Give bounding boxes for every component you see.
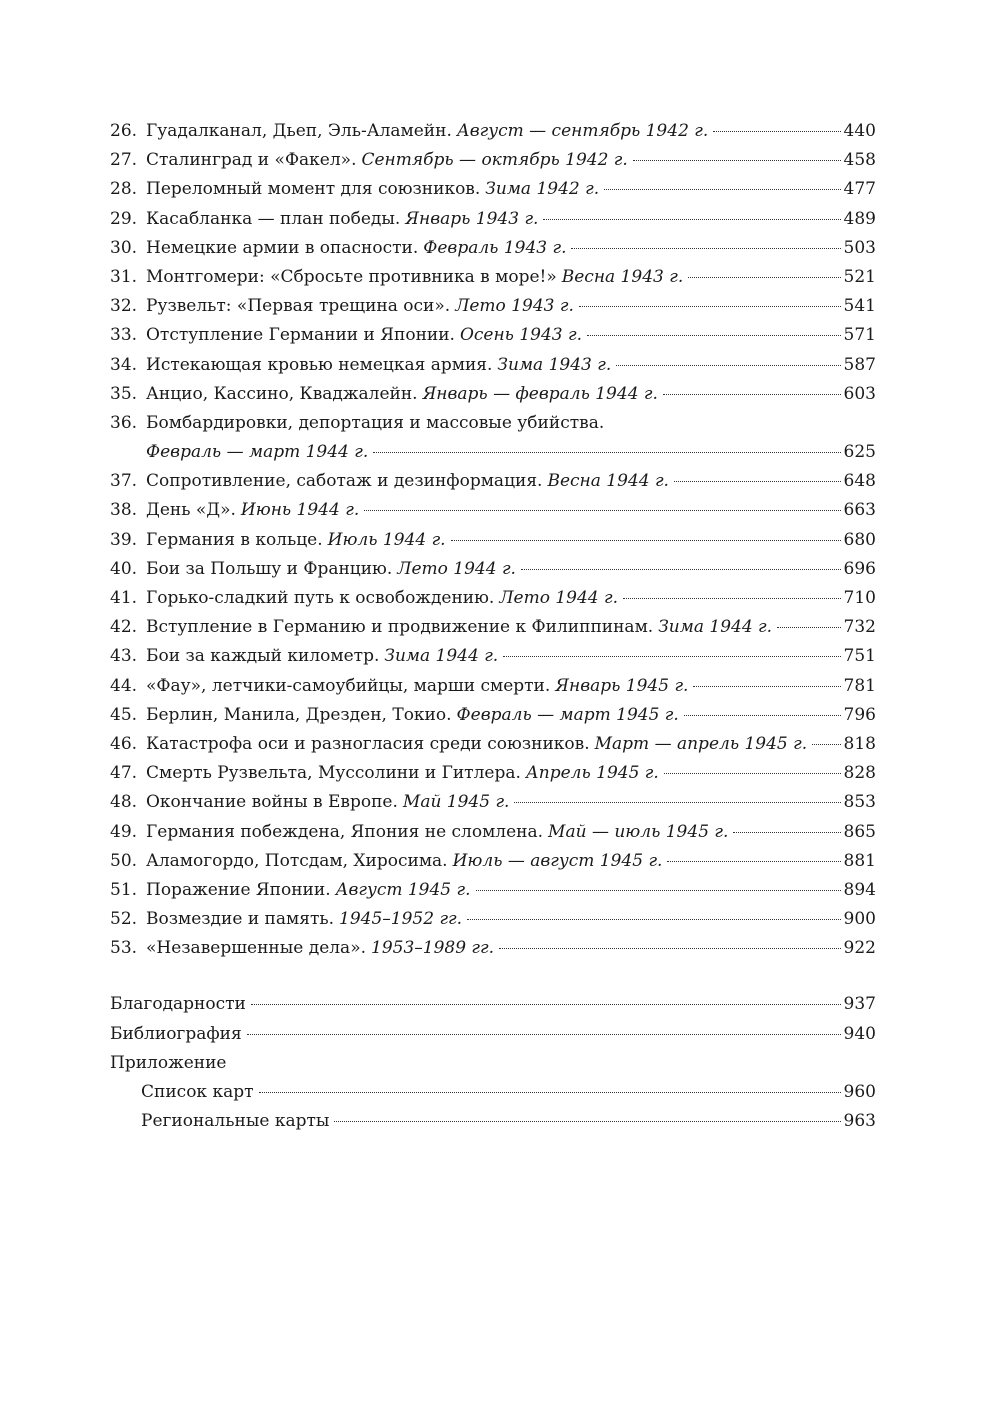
chapter-number: 46.	[110, 733, 138, 754]
chapter-number: 48.	[110, 792, 138, 813]
chapter-date: Зима 1944 г.	[658, 617, 773, 638]
dot-leader	[373, 451, 840, 453]
chapter-number: 32.	[110, 296, 138, 317]
dot-leader	[667, 860, 840, 862]
toc-entry[interactable]	[110, 117, 876, 146]
chapter-date: Зима 1943 г.	[497, 354, 612, 375]
dot-leader	[247, 1033, 841, 1035]
page-number: 828	[843, 763, 876, 784]
toc-entry[interactable]	[110, 321, 876, 350]
chapter-title: Катастрофа оси и разногласия среди союзников. Март — апрель 1945 г.	[146, 733, 808, 754]
toc-entry[interactable]	[110, 642, 876, 671]
chapter-date: Лето 1943 г.	[455, 296, 574, 317]
chapter-date: 1953–1989 гг.	[371, 938, 495, 959]
chapter-date: Весна 1943 г.	[561, 266, 684, 287]
chapter-number: 50.	[110, 850, 138, 871]
dot-leader	[663, 393, 841, 395]
toc-entry[interactable]	[110, 730, 876, 759]
page-number: 818	[843, 733, 876, 754]
page-number: 603	[843, 383, 876, 404]
toc-entry[interactable]	[110, 234, 876, 263]
toc-entry[interactable]	[110, 292, 876, 321]
dot-leader	[633, 159, 841, 161]
chapter-title: День «Д». Июнь 1944 г.	[146, 500, 360, 521]
page-number: 680	[843, 529, 876, 550]
dot-leader	[499, 947, 841, 949]
page-number: 796	[843, 704, 876, 725]
toc-entry[interactable]	[110, 263, 876, 292]
chapter-number: 47.	[110, 763, 138, 784]
chapter-title: Отступление Германии и Японии. Осень 1943 г.	[146, 325, 583, 346]
chapter-date: Лето 1944 г.	[397, 558, 516, 579]
toc-entry[interactable]	[110, 555, 876, 584]
page-number: 922	[843, 938, 876, 959]
table-of-contents	[110, 117, 876, 1136]
chapter-title: Истекающая кровью немецкая армия. Зима 1943 г.	[146, 354, 612, 375]
chapter-number: 39.	[110, 529, 138, 550]
chapter-date: Июль — август 1945 г.	[452, 850, 663, 871]
page-number: 571	[843, 325, 876, 346]
chapter-number: 45.	[110, 704, 138, 725]
chapter-title: Анцио, Кассино, Кваджалейн. Январь — февраль 1944 г.	[146, 383, 658, 404]
page-number: 853	[843, 792, 876, 813]
chapter-date: Август — сентябрь 1942 г.	[456, 121, 709, 141]
page-number: 663	[843, 500, 876, 521]
dot-leader	[812, 743, 840, 745]
page-number: 503	[843, 237, 876, 258]
dot-leader	[693, 685, 840, 687]
chapter-number: 41.	[110, 588, 138, 608]
chapter-title: «Незавершенные дела». 1953–1989 гг.	[146, 938, 495, 959]
page-number: 960	[843, 1082, 876, 1102]
dot-leader	[259, 1091, 841, 1093]
page-number: 587	[843, 354, 876, 375]
dot-leader	[543, 218, 840, 220]
chapter-number: 40.	[110, 558, 138, 579]
page-number: 696	[843, 558, 876, 579]
page-number: 963	[843, 1111, 876, 1132]
chapter-date: Март — апрель 1945 г.	[594, 733, 808, 754]
chapter-title: Бои за каждый километр. Зима 1944 г.	[146, 646, 499, 667]
dot-leader	[503, 655, 840, 657]
toc-entry[interactable]	[110, 175, 876, 204]
toc-entry[interactable]	[110, 701, 876, 730]
entry-title: Благодарности	[110, 994, 246, 1015]
chapter-title: Немецкие армии в опасности. Февраль 1943 г.	[146, 237, 567, 258]
dot-leader	[521, 568, 841, 570]
chapter-number: 30.	[110, 237, 138, 258]
chapter-title: Окончание войны в Европе. Май 1945 г.	[146, 792, 510, 813]
toc-entry[interactable]	[110, 876, 876, 905]
chapter-date: Осень 1943 г.	[459, 325, 583, 346]
chapter-date: Сентябрь — октябрь 1942 г.	[361, 150, 628, 171]
entry-title: Приложение	[110, 1052, 227, 1073]
dot-leader	[604, 188, 840, 190]
page-number: 937	[843, 994, 876, 1015]
chapter-title: Гуадалканал, Дьеп, Эль-Аламейн. Август — сентябрь 1942 г.	[146, 121, 709, 141]
dot-leader	[571, 247, 840, 249]
toc-entry-regional-maps[interactable]	[110, 1107, 876, 1136]
toc-entry[interactable]	[110, 847, 876, 876]
chapter-title: Сопротивление, саботаж и дезинформация. Весна 1944 г.	[146, 471, 669, 492]
chapter-title: «Фау», летчики-самоубийцы, марши смерти. Январь 1945 г.	[146, 675, 689, 696]
page-number: 521	[843, 266, 876, 287]
chapter-number: 52.	[110, 909, 138, 930]
section-gap	[110, 963, 876, 990]
dot-leader	[733, 831, 840, 833]
chapter-date: Январь 1943 г.	[405, 208, 539, 229]
chapter-title	[146, 438, 368, 467]
chapter-title: Смерть Рузвельта, Муссолини и Гитлера. Апрель 1945 г.	[146, 763, 659, 784]
toc-entry[interactable]	[110, 934, 876, 963]
dot-leader	[587, 334, 841, 336]
chapter-date: Апрель 1945 г.	[525, 763, 659, 784]
dot-leader	[688, 276, 840, 278]
toc-entry-appendix[interactable]	[110, 1049, 876, 1078]
toc-entry[interactable]	[110, 905, 876, 934]
toc-entry[interactable]	[110, 818, 876, 847]
dot-leader	[713, 130, 840, 132]
toc-entry[interactable]	[110, 584, 876, 613]
chapter-number: 44.	[110, 675, 138, 696]
chapter-date: Май — июль 1945 г.	[548, 821, 729, 842]
chapter-number: 38.	[110, 500, 138, 521]
toc-entry[interactable]	[110, 409, 876, 438]
toc-entry-continuation[interactable]	[110, 438, 876, 467]
toc-entry[interactable]	[110, 146, 876, 175]
toc-entry[interactable]	[110, 759, 876, 788]
toc-entry[interactable]	[110, 496, 876, 525]
chapter-date: Январь 1945 г.	[555, 675, 689, 696]
chapter-number: 27.	[110, 150, 138, 171]
dot-leader	[623, 597, 841, 599]
page-number: 625	[843, 442, 876, 463]
chapter-number: 26.	[110, 121, 138, 141]
toc-entry[interactable]	[110, 613, 876, 642]
page-number: 440	[843, 121, 876, 141]
chapter-title: Германия побеждена, Япония не сломлена. Май — июль 1945 г.	[146, 821, 729, 842]
chapter-number: 51.	[110, 879, 138, 900]
chapter-title: Сталинград и «Факел». Сентябрь — октябрь 1942 г.	[146, 150, 628, 171]
toc-entry[interactable]	[110, 672, 876, 701]
dot-leader	[451, 539, 841, 541]
dot-leader	[664, 772, 841, 774]
toc-entry[interactable]	[110, 351, 876, 380]
chapter-title: Бомбардировки, депортация и массовые убийства.	[146, 412, 605, 433]
page-number: 865	[843, 821, 876, 842]
chapter-number: 31.	[110, 266, 138, 287]
chapter-number: 35.	[110, 383, 138, 404]
dot-leader	[251, 1003, 841, 1005]
toc-entry[interactable]	[110, 205, 876, 234]
page-number: 477	[843, 179, 876, 200]
chapter-number: 43.	[110, 646, 138, 667]
chapter-date: Февраль — март 1945 г.	[456, 704, 679, 725]
toc-entry[interactable]	[110, 467, 876, 496]
chapter-title: Вступление в Германию и продвижение к Филиппинам. Зима 1944 г.	[146, 617, 773, 638]
chapter-number: 42.	[110, 617, 138, 638]
dot-leader	[514, 801, 840, 803]
chapter-date: Зима 1942 г.	[485, 179, 600, 200]
toc-entry-acknowledgements[interactable]	[110, 990, 876, 1019]
page-number: 648	[843, 471, 876, 492]
chapter-number: 53.	[110, 938, 138, 959]
chapter-date: Лето 1944 г.	[499, 588, 619, 608]
page-number: 541	[843, 296, 876, 317]
chapter-number: 36.	[110, 412, 138, 433]
entry-title: Региональные карты	[141, 1111, 330, 1132]
chapter-title: Германия в кольце. Июль 1944 г.	[146, 529, 446, 550]
chapter-title: Монтгомери: «Сбросьте противника в море!» Весна 1943 г.	[146, 266, 684, 287]
chapter-date: Весна 1944 г.	[547, 471, 669, 492]
page-number: 458	[843, 150, 876, 171]
chapter-date: Июль 1944 г.	[327, 529, 446, 550]
dot-leader	[674, 480, 841, 482]
chapter-date: Июнь 1944 г.	[240, 500, 360, 521]
dot-leader	[684, 714, 841, 716]
chapter-title: Поражение Японии. Август 1945 г.	[146, 879, 471, 900]
chapter-date: 1945–1952 гг.	[339, 909, 463, 930]
chapter-title: Бои за Польшу и Францию. Лето 1944 г.	[146, 558, 516, 579]
page-number: 940	[843, 1023, 876, 1044]
dot-leader	[364, 509, 840, 511]
page-number: 881	[843, 850, 876, 871]
chapter-date: Май 1945 г.	[402, 792, 510, 813]
chapter-number: 37.	[110, 471, 138, 492]
chapter-title: Касабланка — план победы. Январь 1943 г.	[146, 208, 539, 229]
chapter-title: Берлин, Манила, Дрезден, Токио. Февраль — март 1945 г.	[146, 704, 679, 725]
dot-leader	[476, 889, 841, 891]
chapter-title: Горько-сладкий путь к освобождению. Лето 1944 г.	[146, 588, 619, 608]
chapter-title: Возмездие и память. 1945–1952 гг.	[146, 909, 463, 930]
page-number: 710	[843, 588, 876, 608]
dot-leader	[467, 918, 840, 920]
chapter-date: Февраль — март 1944 г.	[146, 442, 369, 463]
entry-title: Список карт	[141, 1082, 254, 1102]
dot-leader	[777, 626, 841, 628]
chapter-number: 33.	[110, 325, 138, 346]
dot-leader	[616, 364, 840, 366]
page-number: 900	[843, 909, 876, 930]
chapter-date: Февраль 1943 г.	[423, 237, 567, 258]
toc-entry-bibliography[interactable]	[110, 1020, 876, 1049]
chapter-date: Зима 1944 г.	[384, 646, 499, 667]
page-number: 894	[843, 879, 876, 900]
chapter-number: 28.	[110, 179, 138, 200]
chapter-date: Январь — февраль 1944 г.	[422, 383, 658, 404]
page-number: 489	[843, 208, 876, 229]
page-number: 751	[843, 646, 876, 667]
chapter-title: Переломный момент для союзников. Зима 1942 г.	[146, 179, 600, 200]
toc-entry[interactable]	[110, 526, 876, 555]
toc-entry[interactable]	[110, 380, 876, 409]
entry-title: Библиография	[110, 1023, 242, 1044]
chapter-number: 29.	[110, 208, 138, 229]
page-number: 781	[843, 675, 876, 696]
toc-entry-map-list[interactable]	[110, 1078, 876, 1107]
dot-leader	[334, 1120, 840, 1122]
page-number: 732	[843, 617, 876, 638]
chapter-number: 49.	[110, 821, 138, 842]
chapter-number: 34.	[110, 354, 138, 375]
chapter-title: Рузвельт: «Первая трещина оси». Лето 1943 г.	[146, 296, 574, 317]
toc-entry[interactable]	[110, 788, 876, 817]
chapter-title: Аламогордо, Потсдам, Хиросима. Июль — август 1945 г.	[146, 850, 663, 871]
chapter-date: Август 1945 г.	[335, 879, 471, 900]
dot-leader	[579, 305, 841, 307]
